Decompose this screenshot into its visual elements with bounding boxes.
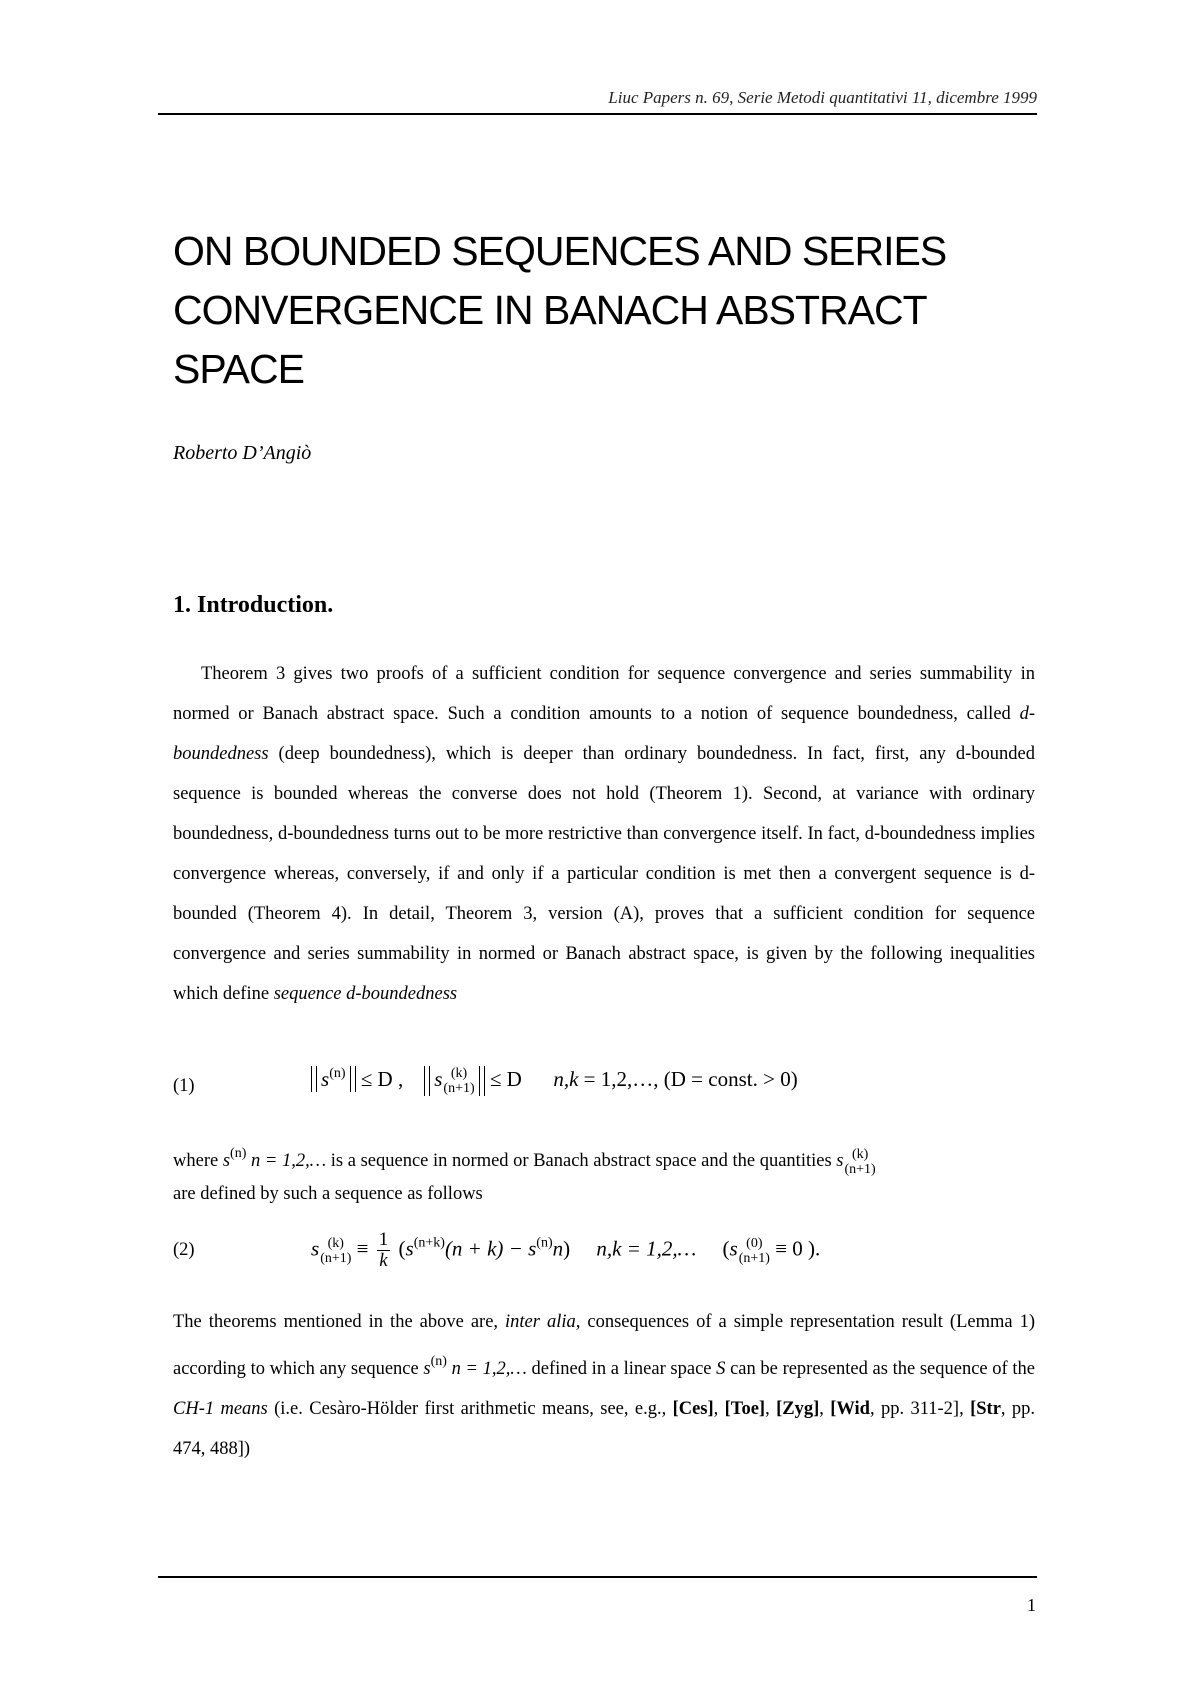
section-heading: 1. Introduction. xyxy=(173,592,334,618)
para1-text-1: Theorem 3 gives two proofs of a sufficient condition for sequence convergence and series summability in normed or Banach abstract space. Such a condition amounts to a notion of sequence boundedness, called xyxy=(173,664,1035,724)
index-stack: (k) (n+1) xyxy=(443,1066,475,1097)
intro-paragraph xyxy=(173,654,1035,1014)
symbol-s: s xyxy=(321,1067,330,1091)
citation-ces[interactable]: [Ces] xyxy=(672,1399,714,1419)
paper-title xyxy=(173,222,1033,399)
equation-1-body xyxy=(311,1066,798,1096)
leq-d-2: ≤ D xyxy=(489,1067,522,1091)
where-line: where $s^{(n)}$ n = 1,2,… is a sequence in normed or Banach abstract space and the quantities s (k) (n+1) xyxy=(173,1146,876,1177)
author-name: Roberto D’Angiò xyxy=(173,442,312,464)
citation-str[interactable]: [Str xyxy=(970,1399,1001,1419)
equation-2-range: n,k = 1,2,… xyxy=(596,1236,697,1261)
symbol-s: s xyxy=(836,1151,844,1171)
emphasis-ch1-means: CH-1 means xyxy=(173,1399,268,1419)
equation-2-body: s (k) (n+1) ≡ $\frac{1}{k}$ $(s^{(n+k)}(n + k) - s^{(n)}n)$ n,k = 1,2,… (s (0) (n+1) ≡ 0 ). xyxy=(311,1229,821,1271)
equation-2-number: (2) xyxy=(173,1240,195,1260)
n-range: n = 1,2,… xyxy=(246,1151,331,1171)
para1-emphasis-1: d-boundedness xyxy=(173,704,1035,764)
superscript-n: (n) xyxy=(329,1066,346,1081)
equiv-sign: ≡ xyxy=(356,1236,369,1261)
index-nk: n,k xyxy=(553,1067,579,1091)
running-header: Liuc Papers n. 69, Serie Metodi quantitativi 11, dicembre 1999 xyxy=(608,88,1037,107)
norm-1 xyxy=(311,1066,356,1092)
lemma-paragraph: The theorems mentioned in the above are, inter alia, consequences of a simple representation result (Lemma 1) according to which any sequence $s^{(n)}$ n = 1,2,… defined in a linear space S can be represented as the sequence of the CH-1 means (i.e. Cesàro-Hölder first arithmetic means, see, e.g., [Ces], [Toe], [Zyg], [Wid, pp. 311-2], [Str, pp. 474, 488]) xyxy=(173,1312,1036,1459)
equation-2 xyxy=(173,1228,1035,1278)
symbol-s: s xyxy=(434,1067,443,1091)
para1-text-2: (deep boundedness), which is deeper than ordinary boundedness. In fact, first, any d-bounded sequence is bounded whereas the converse does not hold (Theorem 1). Second, at variance with ordinary boundedness, d-boundedness turns out to be more restrictive than convergence itself. In fact, d-boundedness implies convergence whereas, conversely, if and only if a particular condition is met then a convergent sequence is d-bounded (Theorem 4). In detail, Theorem 3, version (A), proves that a sufficient condition for sequence convergence and series summability in normed or Banach abstract space, is given by the following inequalities which define xyxy=(173,744,1035,1004)
symbol-S: S xyxy=(716,1359,726,1379)
symbol-s: s xyxy=(222,1151,231,1171)
title-line-1: ON BOUNDED SEQUENCES AND SERIES xyxy=(173,228,947,274)
equation-1-range: = 1,2,…, (D = const. > 0) xyxy=(583,1067,798,1091)
title-line-3: SPACE xyxy=(173,346,304,392)
page-number: 1 xyxy=(1027,1595,1036,1615)
para1-emphasis-2: sequence d-boundedness xyxy=(273,984,458,1004)
index-stack: (k) (n+1) xyxy=(320,1235,352,1266)
header-rule xyxy=(158,113,1037,115)
leq-d-1: ≤ D , xyxy=(360,1067,404,1091)
symbol-s: s xyxy=(423,1359,431,1379)
symbol-s: s xyxy=(311,1236,320,1261)
citation-zyg[interactable]: [Zyg] xyxy=(776,1399,820,1419)
defined-line: are defined by such a sequence as follows xyxy=(173,1184,483,1204)
equation-1-number: (1) xyxy=(173,1076,195,1096)
fraction-one-over-k: $\frac{1}{k}$ xyxy=(378,1229,389,1271)
title-line-2: CONVERGENCE IN BANACH ABSTRACT xyxy=(173,287,927,333)
index-stack: (0) (n+1) xyxy=(738,1235,770,1266)
citation-toe[interactable]: [Toe] xyxy=(724,1399,766,1419)
norm-2 xyxy=(424,1066,484,1096)
equation-1 xyxy=(173,1064,1035,1114)
index-stack: (k) (n+1) xyxy=(844,1146,876,1177)
emphasis-inter-alia: inter alia, xyxy=(505,1312,581,1332)
citation-wid[interactable]: [Wid xyxy=(830,1399,870,1419)
footer-rule xyxy=(158,1576,1037,1578)
